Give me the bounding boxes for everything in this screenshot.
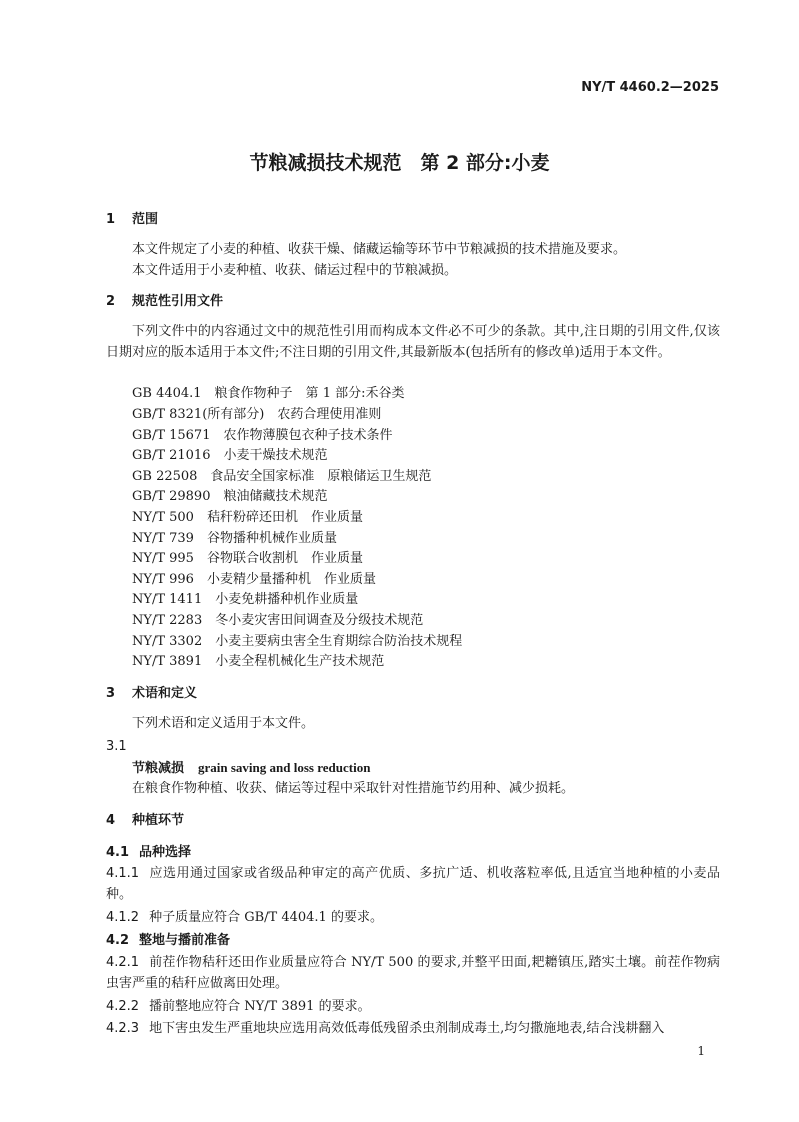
page-number: 1 bbox=[697, 1044, 705, 1058]
clause-number: 4.2.1 bbox=[106, 955, 140, 970]
clause-text: 应选用通过国家或省级品种审定的高产优质、多抗广适、机收落粒率低,且适宜当地种植的小麦品种。 bbox=[106, 866, 720, 902]
term-chinese: 节粮减损 bbox=[132, 761, 185, 776]
subsection-title: 整地与播前准备 bbox=[139, 933, 231, 948]
section-title: 种植环节 bbox=[132, 813, 185, 828]
clause-text: 播前整地应符合 NY/T 3891 的要求。 bbox=[149, 999, 371, 1014]
paragraph bbox=[106, 322, 720, 363]
term-english: grain saving and loss reduction bbox=[198, 760, 371, 775]
section-number: 4 bbox=[106, 813, 116, 828]
reference-item: NY/T 2283 冬小麦灾害田间调查及分级技术规范 bbox=[132, 613, 424, 628]
reference-item: GB/T 15671 农作物薄膜包衣种子技术条件 bbox=[132, 428, 393, 443]
reference-item: GB/T 29890 粮油储藏技术规范 bbox=[132, 489, 328, 504]
clause-number: 4.2.2 bbox=[106, 999, 140, 1014]
paragraph: 下列术语和定义适用于本文件。 bbox=[132, 716, 315, 731]
clause-number: 4.2.3 bbox=[106, 1021, 140, 1036]
reference-item: NY/T 996 小麦精少量播种机 作业质量 bbox=[132, 572, 376, 587]
term-number-text: 3.1 bbox=[106, 739, 127, 754]
section-4-heading bbox=[106, 811, 720, 831]
clause bbox=[106, 1019, 720, 1039]
section-title: 范围 bbox=[132, 212, 159, 227]
reference-item: NY/T 3302 小麦主要病虫害全生育期综合防治技术规程 bbox=[132, 634, 463, 649]
reference-item: GB/T 8321(所有部分) 农药合理使用准则 bbox=[132, 407, 382, 422]
term-definition: 在粮食作物种植、收获、储运等过程中采取针对性措施节约用种、减少损耗。 bbox=[132, 781, 575, 796]
subsection-heading bbox=[106, 843, 720, 863]
clause bbox=[106, 908, 720, 928]
section-number: 2 bbox=[106, 294, 116, 309]
standard-number: NY/T 4460.2—2025 bbox=[581, 80, 719, 95]
section-number: 3 bbox=[106, 686, 116, 701]
section-title: 术语和定义 bbox=[132, 686, 198, 701]
paragraph: 本文件适用于小麦种植、收获、储运过程中的节粮减损。 bbox=[132, 263, 458, 278]
reference-item: NY/T 1411 小麦免耕播种机作业质量 bbox=[132, 592, 359, 607]
reference-item: NY/T 3891 小麦全程机械化生产技术规范 bbox=[132, 654, 385, 669]
section-number: 1 bbox=[106, 212, 116, 227]
clause-text: 种子质量应符合 GB/T 4404.1 的要求。 bbox=[149, 910, 383, 925]
reference-item: NY/T 500 秸秆粉碎还田机 作业质量 bbox=[132, 510, 363, 525]
reference-item: GB/T 21016 小麦干燥技术规范 bbox=[132, 448, 328, 463]
clause bbox=[106, 997, 720, 1017]
clause bbox=[106, 953, 720, 994]
paragraph-text: 下列文件中的内容通过文中的规范性引用而构成本文件必不可少的条款。其中,注日期的引用文件,仅该日期对应的版本适用于本文件;不注日期的引用文件,其最新版本(包括所有的修改单)适用于本文件。 bbox=[106, 324, 720, 360]
subsection-number: 4.1 bbox=[106, 845, 130, 860]
clause-number: 4.1.1 bbox=[106, 866, 140, 881]
clause-text: 地下害虫发生严重地块应选用高效低毒低残留杀虫剂制成毒土,均匀撒施地表,结合浅耕翻入 bbox=[149, 1021, 665, 1036]
clause-number: 4.1.2 bbox=[106, 910, 140, 925]
reference-item: GB 4404.1 粮食作物种子 第 1 部分:禾谷类 bbox=[132, 386, 405, 401]
reference-item: NY/T 739 谷物播种机械作业质量 bbox=[132, 531, 337, 546]
document-title: 节粮减损技术规范 第 2 部分:小麦 bbox=[249, 152, 550, 174]
section-3-heading bbox=[106, 684, 720, 704]
reference-item: GB 22508 食品安全国家标准 原粮储运卫生规范 bbox=[132, 469, 432, 484]
section-2-heading bbox=[106, 292, 720, 312]
section-title: 规范性引用文件 bbox=[132, 294, 224, 309]
subsection-title: 品种选择 bbox=[139, 845, 192, 860]
section-1-heading bbox=[106, 210, 720, 230]
subsection-heading bbox=[106, 931, 720, 951]
clause-text: 前茬作物秸秆还田作业质量应符合 NY/T 500 的要求,并整平田面,耙耱镇压,踏实土壤。前茬作物病虫害严重的秸秆应做离田处理。 bbox=[106, 955, 720, 991]
term-entry bbox=[132, 758, 720, 779]
reference-item: NY/T 995 谷物联合收割机 作业质量 bbox=[132, 551, 363, 566]
term-number bbox=[106, 737, 720, 757]
clause bbox=[106, 864, 720, 905]
subsection-number: 4.2 bbox=[106, 933, 130, 948]
paragraph: 本文件规定了小麦的种植、收获干燥、储藏运输等环节中节粮减损的技术措施及要求。 bbox=[132, 242, 627, 257]
